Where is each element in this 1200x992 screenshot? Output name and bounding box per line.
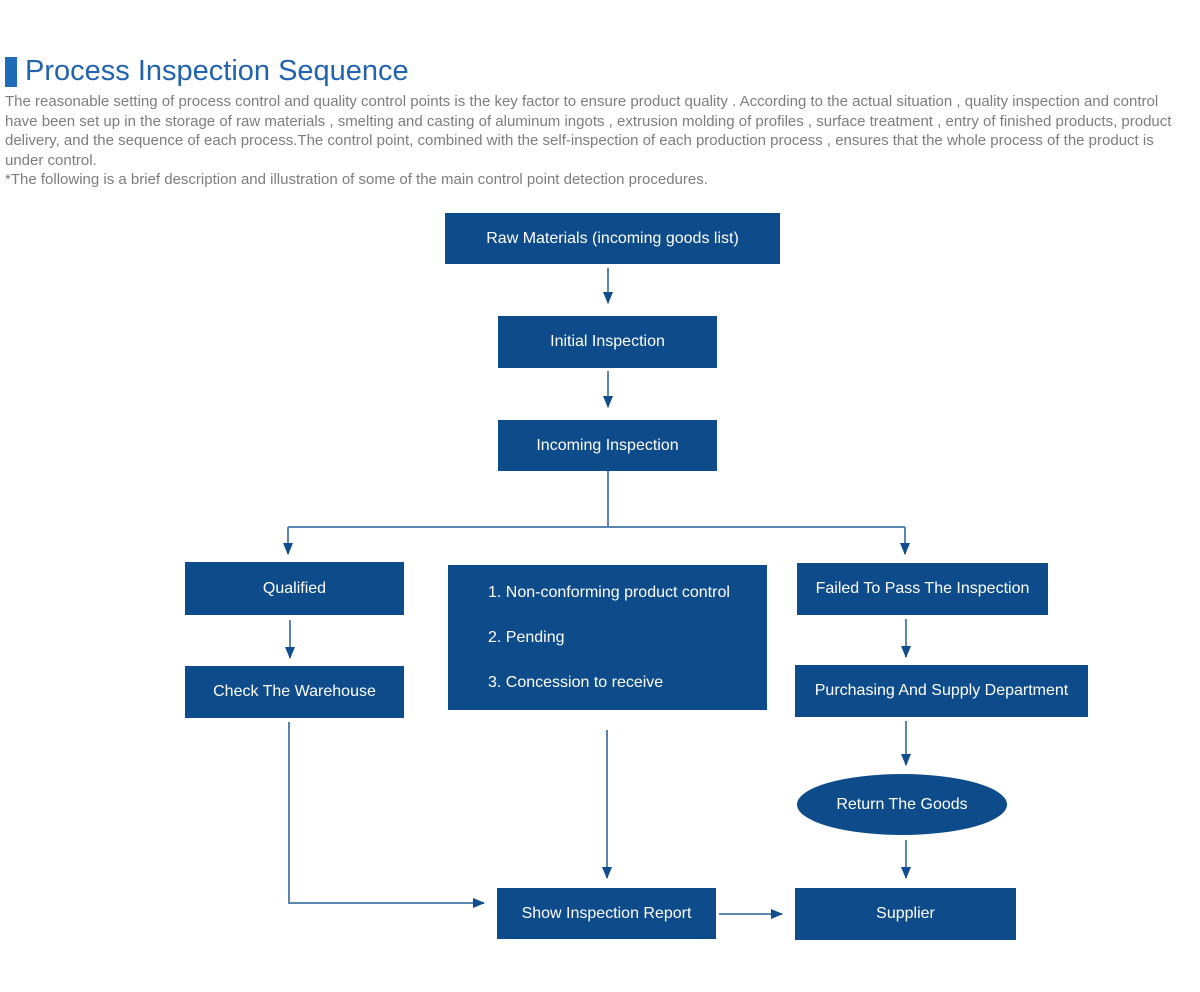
nonconforming-item-3: 3. Concession to receive	[488, 673, 664, 691]
node-check-warehouse: Check The Warehouse	[185, 666, 404, 718]
node-show-report: Show Inspection Report	[497, 888, 716, 939]
node-return-goods: Return The Goods	[797, 774, 1007, 835]
node-failed-inspection: Failed To Pass The Inspection	[797, 563, 1048, 615]
page-title: Process Inspection Sequence	[25, 55, 409, 87]
nonconforming-item-1: 1. Non-conforming product control	[488, 583, 730, 601]
intro-paragraph: The reasonable setting of process control and quality control points is the key factor to ensure product quality . According to the actual situation , quality inspection and control have been set up in the storage of raw materials , smelting and casting of aluminum ingots , extrusion molding of profiles , surface treatment , entry of finished products, product delivery, and the sequence of each process.The control point, combined with the self-inspection of each production process , ensures that the whole process of the product is under control.	[5, 93, 1172, 169]
intro-note: *The following is a brief description and illustration of some of the main control point detection procedures.	[5, 171, 708, 188]
nonconforming-item-2: 2. Pending	[488, 628, 565, 646]
node-qualified: Qualified	[185, 562, 404, 615]
node-purchasing-supply: Purchasing And Supply Department	[795, 665, 1088, 717]
node-initial-inspection: Initial Inspection	[498, 316, 717, 368]
node-nonconforming-control	[448, 565, 767, 710]
node-incoming-inspection: Incoming Inspection	[498, 420, 717, 471]
node-raw-materials: Raw Materials (incoming goods list)	[445, 213, 780, 264]
node-supplier: Supplier	[795, 888, 1016, 940]
